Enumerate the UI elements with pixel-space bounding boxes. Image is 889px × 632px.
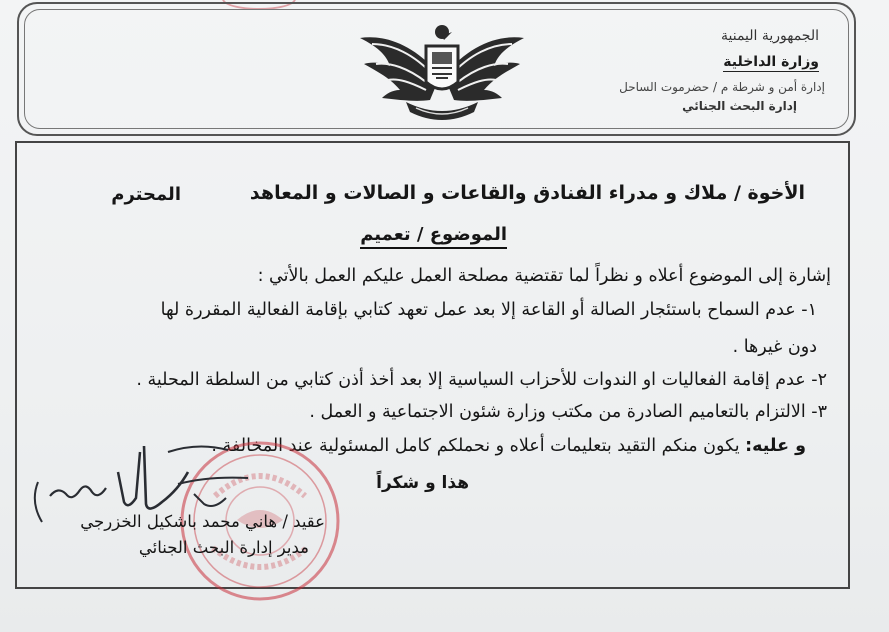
letter-honorific: المحترم	[111, 184, 181, 205]
section-name: إدارة البحث الجنائي	[682, 99, 797, 113]
letter-item-1: ١- عدم السماح باستئجار الصالة أو القاعة إلا بعد عمل تعهد كتابي بإقامة الفعالية المقررة لها	[160, 300, 817, 320]
letter-addressee: الأخوة / ملاك و مدراء الفنادق والقاعات و الصالات و المعاهد	[249, 182, 805, 204]
letter-subject: الموضوع / تعميم	[360, 224, 507, 245]
republic-name: الجمهورية اليمنية	[720, 28, 819, 44]
signatory-name: عقيد / هاني محمد باشكيل الخزرجي	[80, 512, 325, 531]
letter-item-1-continued: دون غيرها .	[732, 337, 817, 357]
ministry-name: وزارة الداخلية	[723, 54, 819, 70]
eagle-emblem-icon	[356, 16, 528, 124]
letter-thanks: هذا و شكراً	[376, 473, 469, 493]
letter-closing: و عليه: يكون منكم التقيد بتعليمات أعلاه و نحملكم كامل المسئولية عند المخالفة .	[211, 436, 806, 456]
letter-intro: إشارة إلى الموضوع أعلاه و نظراً لما تقتضية مصلحة العمل عليكم العمل بالأتي :	[257, 266, 831, 286]
letter-item-2: ٢- عدم إقامة الفعاليات او الندوات للأحزاب السياسية إلا بعد أخذ أذن كتابي من السلطة المحلية .	[136, 370, 827, 390]
signatory-title: مدير إدارة البحث الجنائي	[138, 538, 309, 557]
department-name: إدارة أمن و شرطة م / حضرموت الساحل	[619, 80, 825, 94]
letter-item-3: ٣- الالتزام بالتعاميم الصادرة من مكتب وزارة شئون الاجتماعية و العمل .	[309, 402, 827, 422]
